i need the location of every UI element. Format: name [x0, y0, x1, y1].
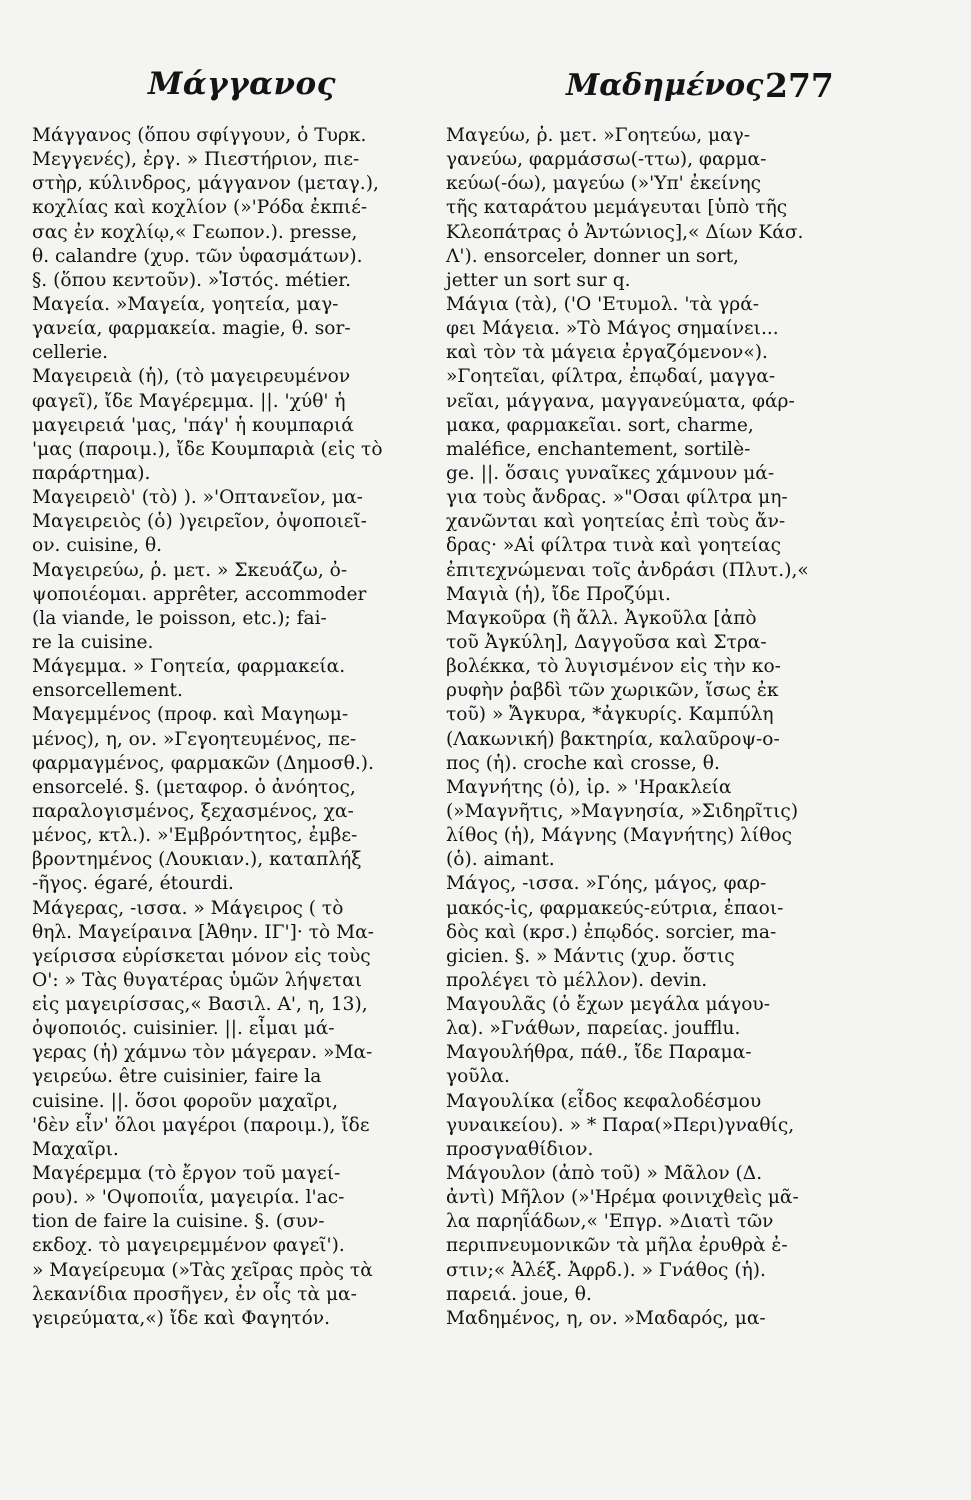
right-column-line: βολέκκα, τὸ λυγισμένον εἰς τὴν κο- — [446, 656, 781, 678]
left-column-line: Μαγειρειὸ' (τὸ) ). »'Οπτανεῖον, μα- — [32, 487, 363, 509]
right-column-line: Μαγουλίκα (εἶδος κεφαλοδέσμου — [446, 1090, 762, 1112]
right-column-line: λα παρηΐάδων,« 'Επγρ. »Διατὶ τῶν — [446, 1211, 774, 1233]
left-column-line: Μαχαῖρι. — [32, 1138, 119, 1160]
left-column-line: μένος), η, ον. »Γεγοητευμένος, πε- — [32, 728, 357, 750]
left-column-line: μένος, κτλ.). »'Εμβρόντητος, ἐμβε- — [32, 825, 358, 847]
right-column-line: Λ'). ensorceler, donner un sort, — [446, 245, 739, 267]
left-column — [32, 124, 430, 1331]
right-column-line: γανεύω, φαρμάσσω(-ττω), φαρμα- — [446, 149, 767, 171]
running-head-right: Μαδημένος — [566, 68, 764, 103]
right-column-line: παρειά. joue, θ. — [446, 1283, 592, 1305]
left-column-line: θηλ. Μαγείραινα [Ἀθην. ΙΓ']· τὸ Μα- — [32, 921, 374, 943]
left-column-line: Ο': » Τὰς θυγατέρας ὑμῶν λήψεται — [32, 969, 363, 991]
left-column-line: εκδοχ. τὸ μαγειρεμμένον φαγεῖ'). — [32, 1235, 345, 1257]
right-column-line: ἀντὶ) Μῆλον (»'Ηρέμα φοινιχθεὶς μᾶ- — [446, 1187, 799, 1209]
right-column-line: πος (ἡ). croche καὶ crosse, θ. — [446, 752, 720, 774]
left-column-line: γείρισσα εὑρίσκεται μόνον εἰς τοὺς — [32, 945, 371, 967]
right-column-line: Μαγκοῦρα (ἢ ἄλλ. Ἀγκοῦλα [ἀπὸ — [446, 607, 757, 629]
right-column-line: (ὁ). aimant. — [446, 849, 555, 871]
right-column-line: gicien. §. » Μάντις (χυρ. ὅστις — [446, 945, 735, 967]
left-column-line: (la viande, le poisson, etc.); fai- — [32, 607, 327, 629]
left-column-line: ρου). » 'Οψοποιΐα, μαγειρία. l'ac- — [32, 1187, 345, 1209]
left-column-line: στὴρ, κύλινδρος, μάγγανον (μεταγ.), — [32, 173, 379, 195]
left-column-line: ὀψοποιός. cuisinier. ||. εἶμαι μά- — [32, 1018, 335, 1040]
right-column-line: Μάγουλον (ἀπὸ τοῦ) » Μᾶλον (Δ. — [446, 1163, 763, 1185]
right-column-line: (»Μαγνῆτις, »Μαγνησία, »Σιδηρῖτις) — [446, 800, 799, 822]
left-column-line: Μεγγενές), ἐργ. » Πιεστήριον, πιε- — [32, 149, 360, 171]
page-number: 277 — [765, 66, 834, 105]
left-column-line: γειρεύματα,«) ἴδε καὶ Φαγητόν. — [32, 1307, 330, 1329]
right-column-line: τοῦ Ἀγκύλη], Δαγγοῦσα καὶ Στρα- — [446, 631, 767, 653]
right-column-line: χανῶνται καὶ γοητείας ἐπὶ τοὺς ἄν- — [446, 511, 786, 533]
right-column-line: δρας· »Αἱ φίλτρα τινὰ καὶ γοητείας — [446, 535, 782, 557]
right-column-line: Μαγεύω, ῥ. μετ. »Γοητεύω, μαγ- — [446, 125, 751, 146]
left-column-line: Μαγειρειὸς (ὁ) )γειρεῖον, ὀψοποιεῖ- — [32, 511, 367, 533]
right-column-line: μακός-ἰς, φαρμακεύς-εύτρια, ἐπαοι- — [446, 897, 784, 919]
left-column-line: Μαγειρειὰ (ἡ), (τὸ μαγειρευμένον — [32, 366, 351, 388]
right-column-line: Μαγουλήθρα, πάθ., ἴδε Παραμα- — [446, 1042, 752, 1064]
right-column-line: για τοὺς ἄνδρας. »"Οσαι φίλτρα μη- — [446, 487, 788, 509]
right-column-line: Μαγνήτης (ὁ), ἰρ. » 'Ηρακλεία — [446, 776, 732, 798]
right-column-line: Μαγουλᾶς (ὁ ἔχων μεγάλα μάγου- — [446, 994, 771, 1016]
running-head-left: Μάγγανος — [148, 66, 337, 102]
right-column-line: ἐπιτεχνώμεναι τοῖς ἀνδράσι (Πλυτ.),« — [446, 559, 809, 581]
right-column-line: κεύω(-όω), μαγεύω (»'Υπ' ἐκείνης — [446, 173, 762, 195]
right-column-line: φει Μάγεια. »Τὸ Μάγος σημαίνει... — [446, 318, 779, 340]
left-column-line: ensorcellement. — [32, 680, 183, 702]
right-column-line: περιπνευμονικῶν τὰ μῆλα ἐρυθρὰ ἐ- — [446, 1235, 788, 1257]
left-column-line: Μαγεία. »Μαγεία, γοητεία, μαγ- — [32, 293, 339, 315]
left-column-line: γειρεύω. être cuisinier, faire la — [32, 1066, 322, 1088]
right-column-line: λα). »Γνάθων, παρείας. joufflu. — [446, 1018, 741, 1040]
right-column-line: jetter un sort sur q. — [446, 269, 631, 291]
right-column-line: (Λακωνική) βακτηρία, καλαῦροψ-ο- — [446, 728, 780, 750]
left-column-line: tion de faire la cuisine. §. (συν- — [32, 1211, 325, 1233]
right-column-line: ρυφὴν ῥαβδὶ τῶν χωρικῶν, ἴσως ἐκ — [446, 680, 779, 702]
left-column-line: ψοποιέομαι. apprêter, accommoder — [32, 583, 367, 605]
left-column-line: γανεία, φαρμακεία. magie, θ. sor- — [32, 318, 351, 340]
right-column-line: προσγναθίδιον. — [446, 1138, 594, 1160]
right-column-line: γοῦλα. — [446, 1066, 510, 1088]
right-column-line: τῆς καταράτου μεμάγευται [ὑπὸ τῆς — [446, 197, 788, 219]
left-column-line: Μαγειρεύω, ῥ. μετ. » Σκευάζω, ὀ- — [32, 559, 348, 581]
right-column-line: λίθος (ἡ), Μάγνης (Μαγνήτης) λίθος — [446, 825, 793, 847]
right-column-line: δὸς καὶ (κρσ.) ἐπῳδός. sorcier, ma- — [446, 921, 777, 943]
left-column-line: παραλογισμένος, ξεχασμένος, χα- — [32, 800, 354, 822]
left-column-line: ον. cuisine, θ. — [32, 535, 163, 557]
left-column-line: re la cuisine. — [32, 631, 154, 653]
left-column-line: 'μας (παροιμ.), ἴδε Κουμπαριὰ (εἰς τὸ — [32, 438, 383, 460]
left-column-line: ensorcelé. §. (μεταφορ. ὁ ἀνόητος, — [32, 776, 356, 798]
left-column-line: §. (ὅπου κεντοῦν). »Ἱστός. métier. — [32, 269, 352, 291]
right-column-line: γυναικείου). » * Παρα(»Περι)γναθίς, — [446, 1114, 795, 1136]
right-column-line: »Γοητεῖαι, φίλτρα, ἐπῳδαί, μαγγα- — [446, 366, 776, 388]
right-column-line: καὶ τὸν τὰ μάγεια ἐργαζόμενον«). — [446, 342, 768, 364]
right-column-line: maléfice, enchantement, sortilè- — [446, 438, 751, 460]
right-column-line: Μαδημένος, η, ον. »Μαδαρός, μα- — [446, 1307, 766, 1329]
left-column-line: φαγεῖ), ἴδε Μαγέρεμμα. ||. 'χύθ' ἡ — [32, 390, 346, 412]
left-column-line: βροντημένος (Λουκιαν.), καταπλήξ — [32, 849, 362, 871]
right-column-line: Μάγια (τὰ), ('Ο 'Ετυμολ. 'τὰ γρά- — [446, 293, 760, 315]
left-column-line: cellerie. — [32, 342, 109, 364]
left-column-line: λεκανίδια προσῆγεν, ἐν οἷς τὰ μα- — [32, 1283, 357, 1305]
right-column-line: μακα, φαρμακεῖαι. sort, charme, — [446, 414, 754, 436]
right-column-line: Κλεοπάτρας ὁ Ἀντώνιος],« Δίων Κάσ. — [446, 221, 804, 243]
left-column-line: Μαγέρεμμα (τὸ ἔργον τοῦ μαγεί- — [32, 1163, 341, 1185]
left-column-line: » Μαγείρευμα (»Τὰς χεῖρας πρὸς τὰ — [32, 1259, 373, 1281]
right-column-line: Μάγος, -ισσα. »Γόης, μάγος, φαρ- — [446, 873, 767, 895]
left-column-line: cuisine. ||. ὅσοι φοροῦν μαχαῖρι, — [32, 1090, 338, 1112]
left-column-line: μαγειρειά 'μας, 'πάγ' ἡ κουμπαριά — [32, 414, 354, 436]
right-column — [446, 124, 836, 1331]
left-column-line: κοχλίας καὶ κοχλίον (»'Ρόδα ἐκπιέ- — [32, 197, 368, 219]
left-column-line: παράρτημα). — [32, 462, 151, 484]
left-column-line: εἰς μαγειρίσσας,« Βασιλ. Α', η, 13), — [32, 994, 368, 1016]
left-column-line: γερας (ἡ) χάμνω τὸν μάγεραν. »Μα- — [32, 1042, 373, 1064]
left-column-line: σας ἐν κοχλίῳ,« Γεωπον.). presse, — [32, 221, 358, 243]
left-column-line: 'δὲν εἶν' ὅλοι μαγέροι (παροιμ.), ἴδε — [32, 1114, 370, 1136]
left-column-line: Μάγεμμα. » Γοητεία, φαρμακεία. — [32, 656, 346, 678]
left-column-line: θ. calandre (χυρ. τῶν ὑφασμάτων). — [32, 245, 363, 267]
right-column-line: στιν;« Ἀλέξ. Ἀφρδ.). » Γνάθος (ἡ). — [446, 1259, 766, 1281]
left-column-line: -ῆγος. égaré, étourdi. — [32, 873, 234, 895]
left-column-line: Μαγεμμένος (προφ. καὶ Μαγηωμ- — [32, 704, 349, 726]
left-column-line: Μάγγανος (ὅπου σφίγγουν, ὁ Τυρκ. — [32, 125, 367, 146]
right-column-line: ge. ||. ὅσαις γυναῖκες χάμνουν μά- — [446, 462, 775, 484]
right-column-line: προλέγει τὸ μέλλον). devin. — [446, 969, 708, 991]
right-column-line: τοῦ) » Ἄγκυρα, *ἀγκυρίς. Καμπύλη — [446, 704, 774, 726]
left-column-line: φαρμαγμένος, φαρμακῶν (Δημοσθ.). — [32, 752, 374, 774]
right-column-line: νεῖαι, μάγγανα, μαγγανεύματα, φάρ- — [446, 390, 795, 412]
right-column-line: Μαγιὰ (ἡ), ἴδε Προζύμι. — [446, 583, 671, 605]
left-column-line: Μάγερας, -ισσα. » Μάγειρος ( τὸ — [32, 897, 344, 919]
